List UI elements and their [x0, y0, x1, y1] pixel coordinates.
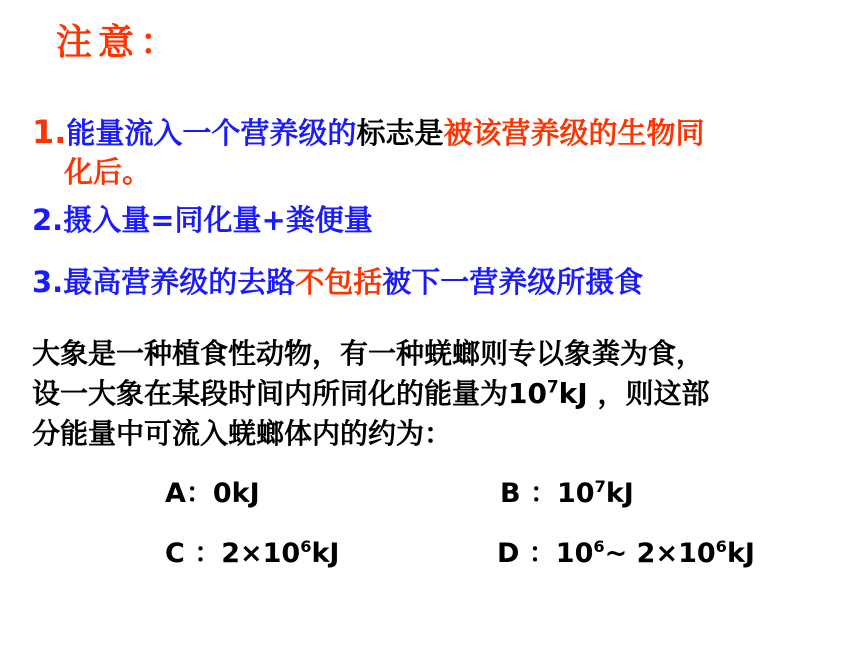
- note-3-red-text: 不包括: [295, 265, 383, 299]
- option-d-mid: ~ 2×10: [604, 538, 716, 569]
- option-d-exponent-2: 6: [715, 537, 727, 556]
- question-exponent: 7: [546, 376, 559, 397]
- note-3-blue-text-1: 最高营养级的去路: [63, 265, 296, 299]
- option-b-unit: kJ: [605, 478, 634, 509]
- question-line-3: 分能量中可流入蜣螂体内的约为：: [32, 417, 453, 450]
- option-a-label: A：0kJ: [165, 478, 260, 509]
- option-b[interactable]: [500, 474, 634, 514]
- note-2-number: 2.: [32, 203, 64, 237]
- question-line-2: [32, 374, 709, 414]
- question-line-2-pre: 设一大象在某段时间内所同化的能量为10: [32, 377, 547, 410]
- note-1-red-text: 被该营养级的生物同: [443, 116, 705, 150]
- option-b-exponent: 7: [594, 477, 606, 496]
- note-1: [32, 112, 704, 153]
- note-2-text: 摄入量=同化量+粪便量: [63, 203, 373, 237]
- note-3: [32, 262, 643, 302]
- option-d-unit: kJ: [726, 538, 755, 569]
- option-c-unit: kJ: [311, 538, 340, 569]
- note-1-number: 1.: [32, 113, 67, 151]
- option-a[interactable]: [165, 474, 260, 514]
- question-line-2-post: kJ ，则这部: [558, 377, 710, 410]
- note-1-continuation: 化后。: [64, 155, 152, 189]
- option-c-exponent: 6: [300, 537, 312, 556]
- slide-title: 注意：: [56, 22, 183, 63]
- option-c-label: C ：2×10: [165, 538, 301, 569]
- note-3-number: 3.: [32, 265, 64, 299]
- question-line-1: 大象是一种植食性动物，有一种蜣螂则专以象粪为食，: [32, 337, 705, 370]
- note-3-blue-text-2: 被下一营养级所摄食: [382, 265, 644, 299]
- note-2: [32, 200, 373, 240]
- option-c[interactable]: [165, 534, 339, 574]
- note-1-black-text: 标志是: [356, 116, 444, 150]
- option-d-exponent-1: 6: [593, 537, 605, 556]
- note-1-blue-text: 能量流入一个营养级的: [66, 116, 357, 150]
- option-d[interactable]: [497, 534, 755, 574]
- option-b-label: B ：10: [500, 478, 595, 509]
- option-d-label: D ：10: [497, 538, 594, 569]
